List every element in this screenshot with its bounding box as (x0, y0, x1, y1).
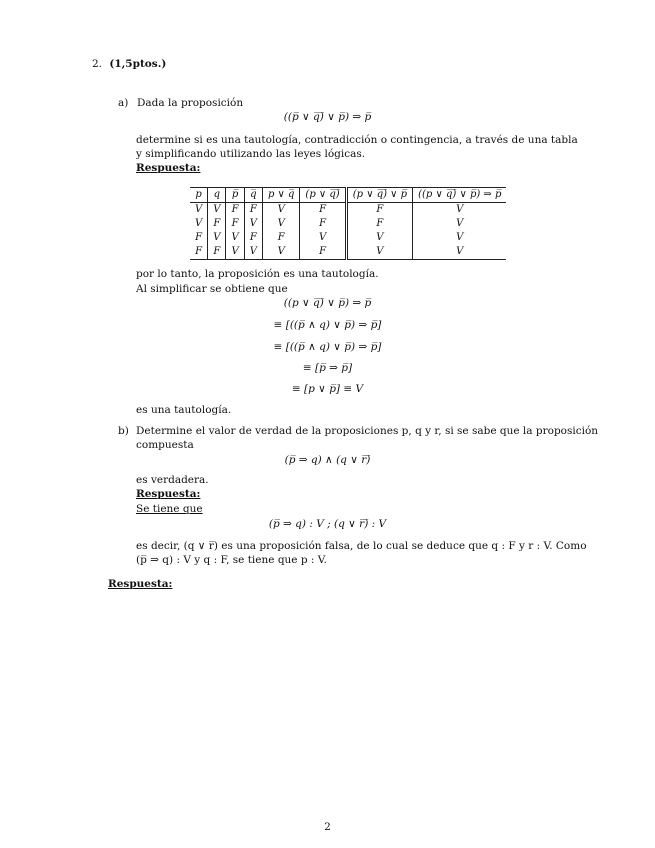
truth-table-cell: V (262, 245, 299, 260)
truth-table-row (190, 231, 506, 245)
truth-table-header-row (190, 188, 506, 203)
truth-table-cell: F (190, 245, 208, 260)
truth-table-cell: F (226, 217, 244, 231)
question-points: (1,5ptos.) (109, 58, 167, 70)
part-b-se-tiene: Se tiene que (136, 503, 203, 515)
truth-table-cell: V (346, 245, 412, 260)
truth-table-header: p̅ (226, 188, 244, 203)
part-a-answer-label: Respuesta: (136, 162, 201, 174)
truth-table-cell: V (226, 231, 244, 245)
truth-table-header: (p ∨ q̅)̅ (300, 188, 346, 203)
truth-table-cell: V (413, 217, 507, 231)
part-b-after: es verdadera. (136, 474, 209, 486)
truth-table-row (190, 245, 506, 260)
truth-table-cell: V (262, 203, 299, 218)
truth-table-cell: V (244, 245, 262, 260)
truth-table-cell: F (262, 231, 299, 245)
truth-table-cell: F (195, 232, 203, 243)
question-number: 2. (1,5ptos.) (92, 58, 167, 70)
truth-table-wrapper (190, 187, 506, 260)
truth-table-row (190, 203, 506, 218)
part-b-line2: compuesta (136, 439, 194, 451)
truth-table-cell: V (413, 231, 507, 245)
part-a-desc-line1: determine si es una tautología, contradicción o contingencia, a través de una tabla (136, 134, 578, 146)
truth-table-cell: V (226, 245, 244, 260)
simplification-step: ≡ [((p̅ ∧ q) ∨ p̅) ⇒ p̅] (273, 341, 382, 353)
part-a-intro: Dada la proposición (137, 97, 244, 109)
truth-table-cell: F (300, 217, 346, 231)
truth-table-header: q (208, 188, 226, 203)
part-b-expl2: (p̅ ⇒ q) : V y q : F, se tiene que p : V. (136, 554, 327, 566)
truth-table-row (190, 217, 506, 231)
truth-table-cell: V (195, 218, 203, 229)
truth-table-cell: V (244, 217, 262, 231)
final-answer-label: Respuesta: (108, 578, 173, 590)
part-b-label: b) (118, 425, 129, 437)
truth-table-cell: F (208, 217, 226, 231)
part-b-formula: (p̅ ⇒ q) ∧ (q ∨ r̅)̅ (284, 454, 371, 466)
truth-table (190, 187, 506, 260)
truth-table-cell: F (346, 203, 412, 218)
truth-table-header: q̅ (244, 188, 262, 203)
truth-table-cell: F (346, 217, 412, 231)
truth-table-cell: F (244, 231, 262, 245)
part-b-answer-label: Respuesta: (136, 488, 201, 500)
simplification-step: ≡ [((p̅ ∧ q) ∨ p̅) ⇒ p̅] (273, 319, 382, 331)
part-a-simplify-intro: Al simplificar se obtiene que (136, 283, 288, 295)
truth-table-cell: F (244, 203, 262, 218)
part-b-line1: Determine el valor de verdad de la proposiciones p, q y r, si se sabe que la proposición (136, 425, 599, 437)
truth-table-cell: F (208, 245, 226, 260)
truth-table-header: ((p ∨ q̅)̅ ∨ p̅) ⇒ p̅ (413, 188, 507, 203)
part-a-formula: ((p̅ ∨ q̅)̅ ∨ p̅) ⇒ p̅ (283, 111, 372, 123)
truth-table-header: p (190, 188, 208, 203)
truth-table-cell: V (300, 231, 346, 245)
truth-table-cell: V (413, 245, 507, 260)
truth-table-cell: V (208, 203, 226, 218)
simplification-step: ≡ [p̅ ⇒ p̅] (302, 362, 353, 374)
part-a-conclusion1: por lo tanto, la proposición es una tautología. (136, 268, 379, 280)
part-b-expl1: es decir, (q ∨ r̅) es una proposición falsa, de lo cual se deduce que q : F y r : V. Como (136, 540, 587, 552)
part-a-conclusion2: es una tautología. (136, 404, 232, 416)
truth-table-cell: V (195, 204, 203, 215)
truth-table-cell: V (346, 231, 412, 245)
simplification-step: ((p ∨ q̅)̅ ∨ p̅) ⇒ p̅ (283, 297, 372, 309)
truth-table-header: p ∨ q̅ (262, 188, 299, 203)
truth-table-header: (p ∨ q̅)̅ ∨ p̅ (346, 188, 412, 203)
part-a-label: a) (118, 97, 129, 109)
part-a-desc-line2: y simplificando utilizando las leyes lógicas. (136, 148, 366, 160)
simplification-step: ≡ [p ∨ p̅] ≡ V (291, 383, 364, 395)
page-number: 2 (324, 821, 331, 833)
truth-table-cell: F (226, 203, 244, 218)
truth-table-cell: F (300, 203, 346, 218)
truth-table-cell: V (413, 203, 507, 218)
truth-table-cell: V (208, 231, 226, 245)
truth-table-cell: V (262, 217, 299, 231)
part-b-result: (p̅ ⇒ q) : V ; (q ∨ r̅)̅ : V (268, 518, 387, 530)
truth-table-cell: F (300, 245, 346, 260)
